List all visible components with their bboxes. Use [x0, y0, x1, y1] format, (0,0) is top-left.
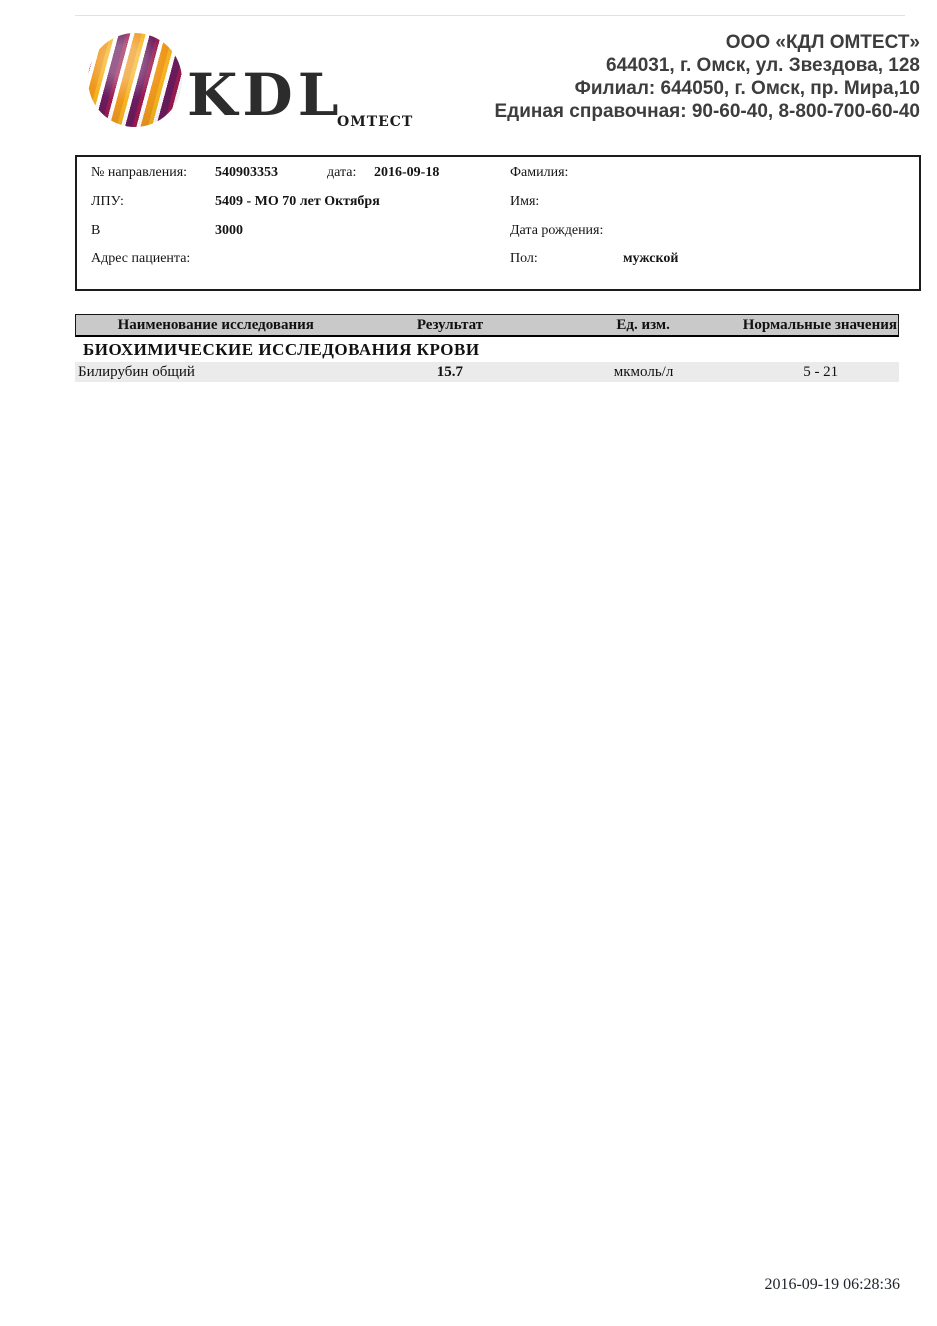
print-timestamp: 2016-09-19 06:28:36 [764, 1276, 900, 1293]
birthdate-label: Дата рождения: [510, 223, 604, 238]
v-value: 3000 [215, 223, 243, 238]
page-top-edge-line [75, 15, 905, 16]
referral-info-box [75, 155, 921, 291]
kdl-logo-text: KDL [187, 61, 344, 129]
test-normal-range: 5 - 21 [803, 363, 839, 380]
referral-number-label: № направления: [91, 165, 188, 180]
test-result: 15.7 [436, 363, 464, 380]
company-name: ООО «КДЛ ОМТЕСТ» [725, 32, 920, 53]
sex-label: Пол: [510, 251, 538, 266]
kdl-logo-omtest-text: ОМТЕСТ [337, 114, 414, 130]
company-address-line2: Филиал: 644050, г. Омск, пр. Мира,10 [574, 78, 920, 99]
lpu-value: 5409 - МО 70 лет Октября [215, 194, 380, 209]
table-row [75, 362, 899, 382]
surname-label: Фамилия: [510, 165, 569, 180]
test-name: Билирубин общий [78, 363, 195, 380]
company-hotline: Единая справочная: 90-60-40, 8-800-700-60-40 [494, 101, 920, 122]
kdl-logo-sphere-icon [88, 33, 182, 127]
sex-value: мужской [623, 251, 679, 266]
referral-date-value: 2016-09-18 [374, 165, 440, 180]
referral-number-value: 540903353 [215, 165, 278, 180]
results-table [75, 314, 899, 382]
header-normal-range: Нормальные значения [742, 316, 897, 333]
referral-date-label: дата: [327, 165, 357, 180]
firstname-label: Имя: [510, 194, 540, 209]
results-table-header-row [75, 314, 899, 337]
header-test-name: Наименование исследования [117, 316, 314, 333]
lpu-label: ЛПУ: [91, 194, 124, 209]
header-unit: Ед. изм. [616, 316, 670, 333]
patient-address-label: Адрес пациента: [91, 251, 191, 266]
company-address-line1: 644031, г. Омск, ул. Звездова, 128 [606, 55, 920, 76]
section-title: БИОХИМИЧЕСКИЕ ИССЛЕДОВАНИЯ КРОВИ [83, 340, 480, 359]
header-result: Результат [416, 316, 484, 333]
company-info-block [494, 31, 920, 123]
v-label: В [91, 223, 101, 238]
test-unit: мкмоль/л [613, 363, 674, 380]
